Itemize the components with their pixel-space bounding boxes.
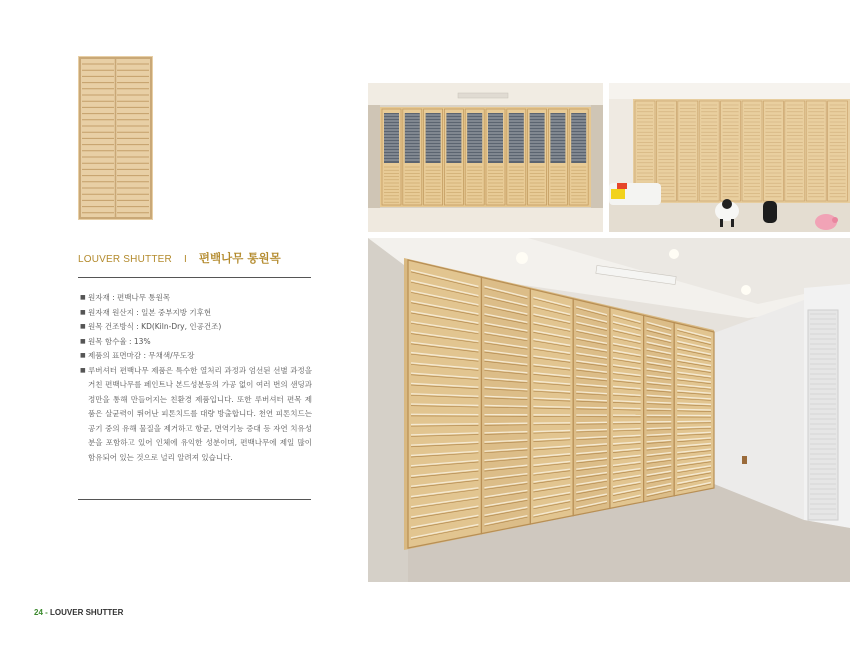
divider-top [78, 277, 311, 278]
bullet-icon: ■ [80, 337, 86, 345]
page-number: 24 [34, 608, 43, 617]
divider-bottom [78, 499, 311, 500]
spec-text: 제품의 표면마감 : 무채색/무도장 [88, 351, 195, 360]
bullet-icon: ■ [80, 366, 86, 374]
spec-item [80, 349, 312, 364]
bullet-icon: ■ [80, 294, 86, 301]
page-footer [34, 608, 123, 617]
room-photo-large [368, 238, 850, 582]
spec-item [80, 291, 312, 306]
heading-korean: 편백나무 통원목 [198, 251, 281, 265]
spec-item [80, 320, 312, 335]
room-photo-windows [368, 83, 603, 232]
bullet-icon: ■ [80, 352, 86, 359]
spec-description-text: 루버셔터 편백나무 제품은 특수한 열처리 과정과 엄선된 선별 과정을 거친 편백나무를 페인트나 본드성분등의 가공 없이 여러 번의 샌딩과정만을 통해 만들어지는 친환경 제품입니다. 또한 루버셔터 편목 제품은 살균력이 뛰어난 피톤치드를 대량 방출합니다. 천연 피톤치드는 공기 중의 유해 물질을 제거하고 항균, 면역기능 증대 등 자연 치유성분을 포함하고 있어 인체에 유익한 성분이며, 편백나무에 제일 많이 함유되어 있는 것으로 널리 알려져 있습니다. [88, 365, 312, 462]
shutter-panel-photo [78, 56, 153, 220]
section-heading [78, 247, 281, 266]
footer-dash: - [42, 608, 51, 617]
spec-item [80, 335, 312, 350]
footer-section-title: LOUVER SHUTTER [50, 608, 124, 617]
spec-item [80, 306, 312, 321]
heading-separator: I [184, 254, 187, 265]
bullet-icon: ■ [80, 323, 86, 330]
spec-item-description [80, 364, 312, 466]
bullet-icon: ■ [80, 308, 86, 316]
spec-text: 원목 함수율 : 13% [88, 336, 151, 346]
spec-text: 원자재 원산지 : 일본 중부지방 기후현 [88, 307, 212, 317]
spec-list [80, 291, 312, 465]
spec-text: 원목 건조방식 : KD(Kiln-Dry, 인공건조) [88, 322, 222, 331]
spec-text: 원자재 : 편백나무 통원목 [88, 293, 171, 302]
room-photo-living [609, 83, 850, 232]
heading-english: LOUVER SHUTTER [78, 254, 172, 265]
